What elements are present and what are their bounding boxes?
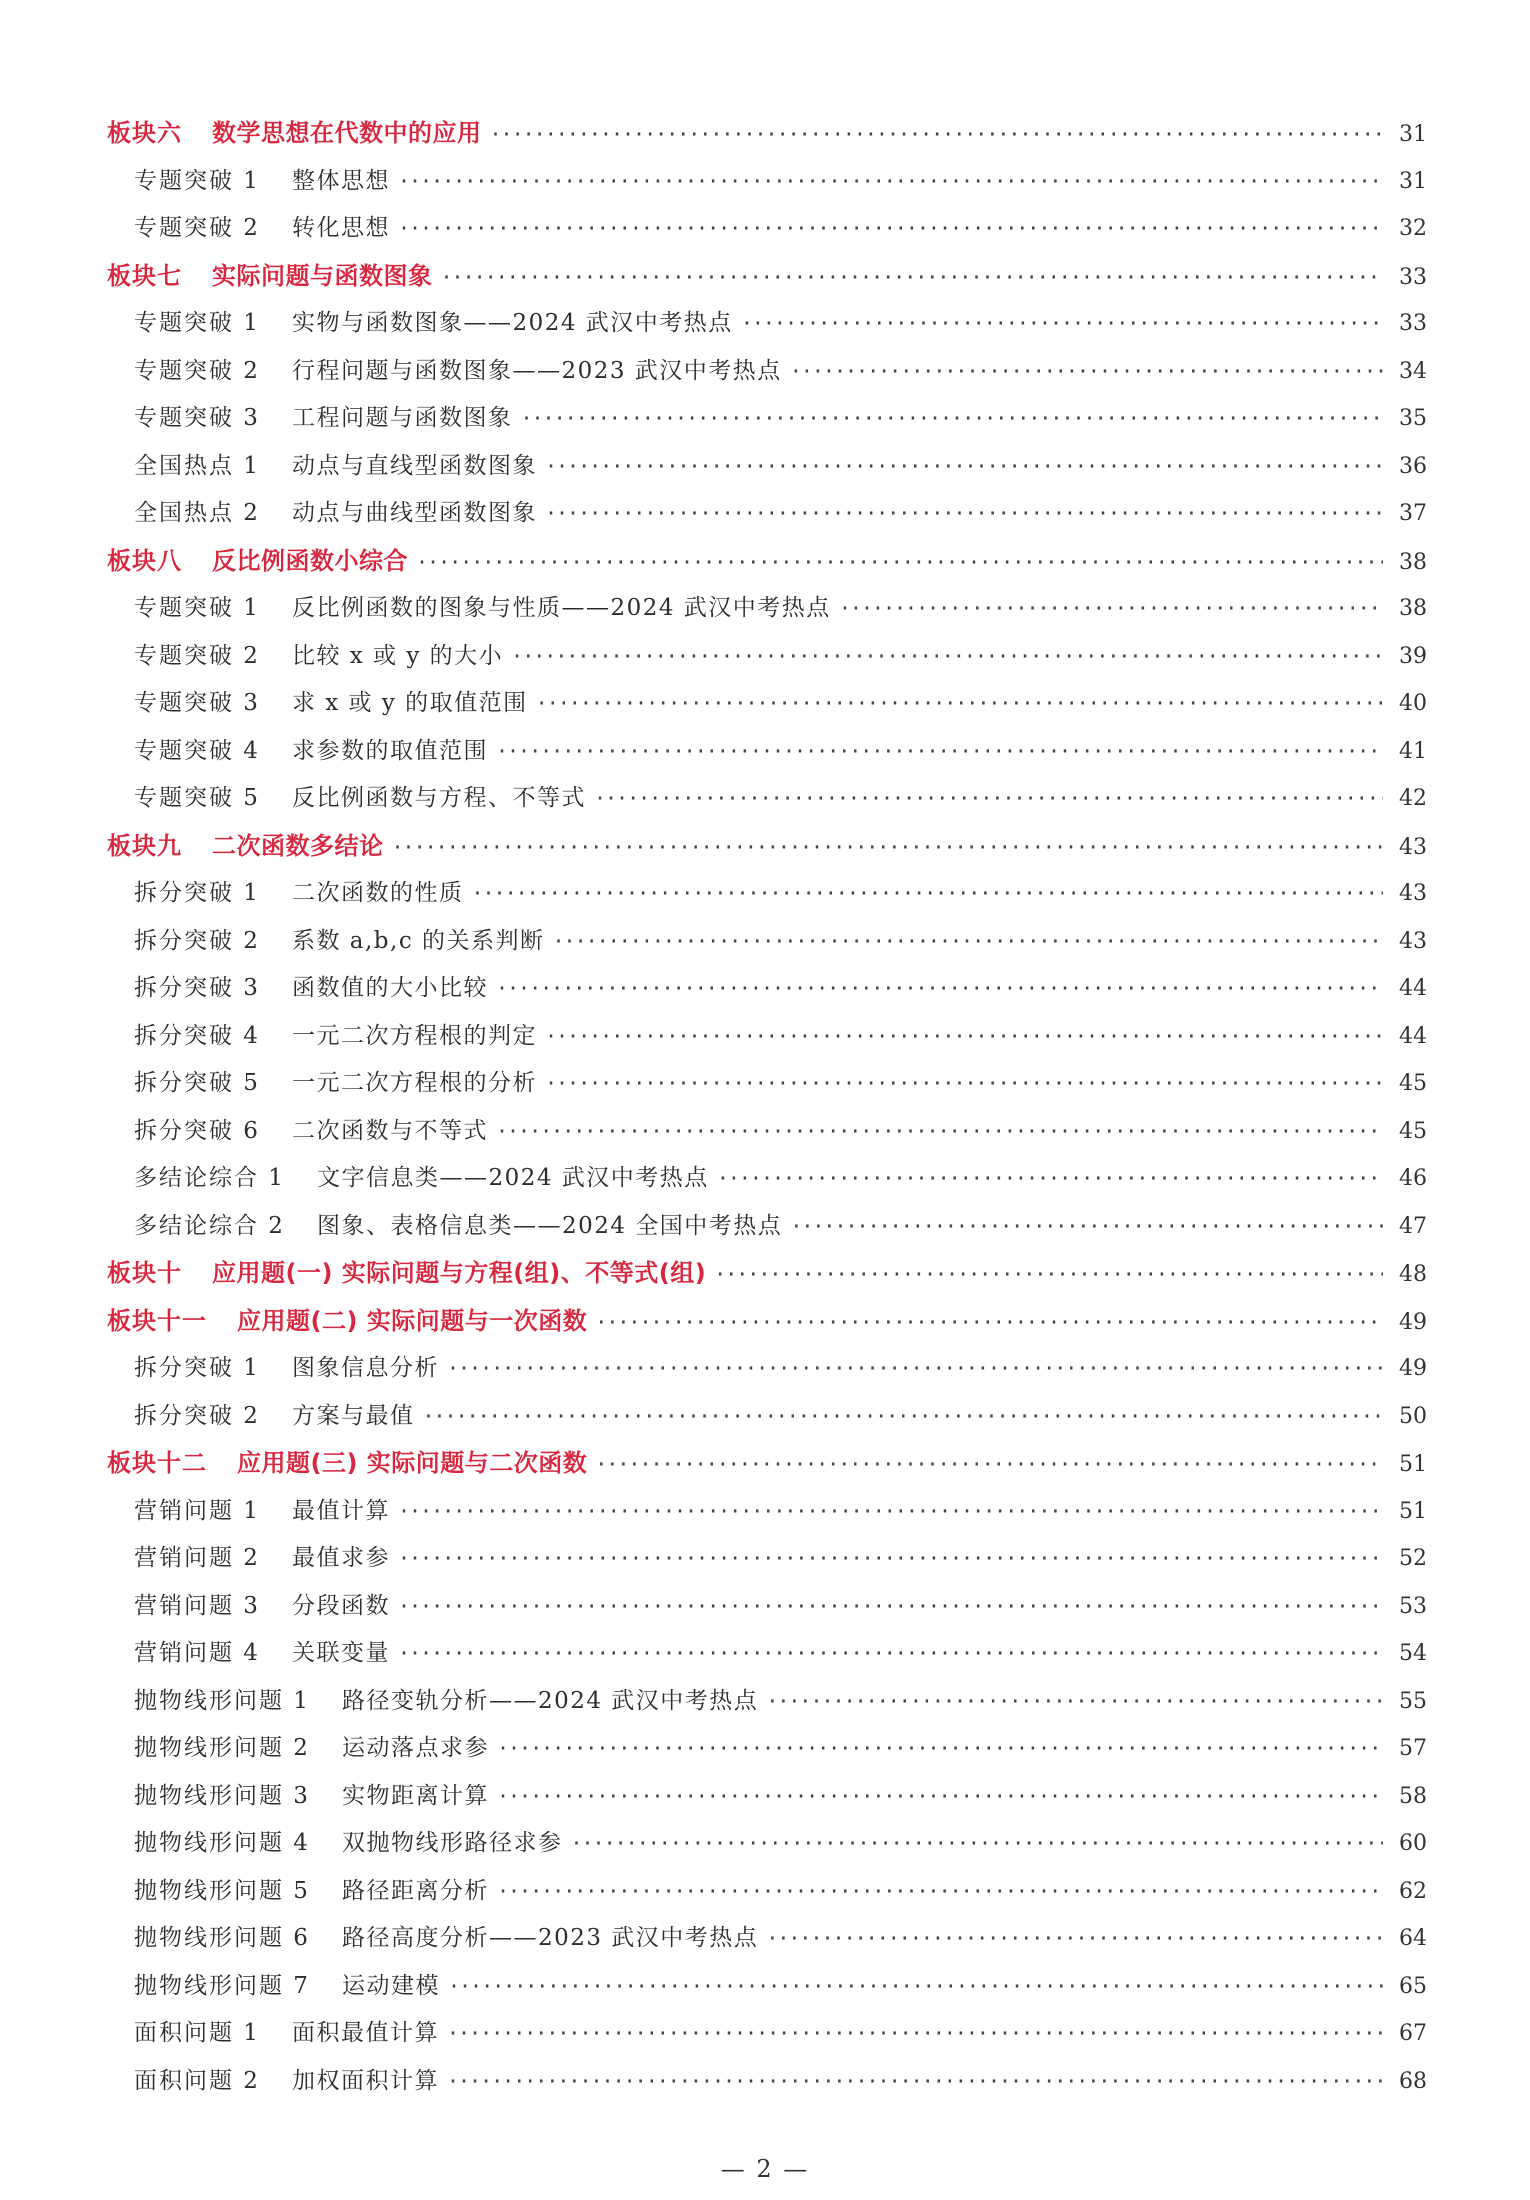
section-title: 实际问题与函数图象 [212,261,433,290]
topic-title: 图象信息分析 [291,1355,439,1381]
topic-label: 抛物线形问题 6 [134,1925,310,1951]
toc-topic-row [107,918,1427,966]
topic-label: 专题突破 5 [134,785,260,811]
page-number: 43 [1399,928,1427,954]
dot-leader [545,443,1383,491]
toc-topic-row [107,1773,1427,1821]
page-number: 37 [1399,501,1427,526]
page-number: 41 [1399,738,1427,764]
topic-label: 专题突破 3 [134,690,260,716]
page-number: 38 [1399,549,1427,575]
dot-leader [790,348,1383,396]
topic-title: 双抛物线形路径求参 [341,1830,563,1856]
topic-title: 二次函数的性质 [291,880,464,906]
toc-topic-row [107,1915,1427,1963]
topic-title: 路径变轨分析——2024 武汉中考热点 [341,1687,759,1714]
dot-leader [511,633,1383,681]
topic-title: 工程问题与函数图象 [291,405,513,431]
page-number: 65 [1399,1973,1427,1999]
toc-topic-row [107,2010,1427,2058]
toc-section-row [107,1250,1427,1298]
page-number: 49 [1399,1356,1427,1381]
dot-leader [545,1013,1383,1061]
toc-topic-row [107,1820,1427,1868]
section-title: 二次函数多结论 [212,831,384,860]
toc-topic-row [107,1203,1427,1251]
dot-leader [398,1488,1383,1536]
toc-topic-row [107,633,1427,681]
page-number: 42 [1399,786,1427,811]
dot-leader [790,1203,1383,1251]
page-number: 31 [1399,122,1427,147]
dot-leader [416,539,1383,587]
topic-label: 拆分突破 6 [134,1117,260,1144]
dot-leader [398,205,1383,253]
dot-leader [595,1299,1383,1347]
page-footer-number: — 2 — [720,2155,810,2183]
page-number: 46 [1399,1166,1427,1191]
topic-title: 动点与直线型函数图象 [291,452,537,479]
toc-topic-row [107,1583,1427,1631]
topic-title: 实物距离计算 [341,1782,489,1809]
dot-leader [570,1820,1383,1868]
section-title: 数学思想在代数中的应用 [212,119,482,147]
page-number: 33 [1399,311,1427,336]
dot-leader [447,2058,1383,2106]
section-label: 板块八 [107,546,182,575]
dot-leader [741,300,1383,348]
dot-leader [398,1630,1383,1678]
toc-section-row [107,1440,1427,1488]
topic-title: 反比例函数与方程、不等式 [291,785,586,811]
topic-title: 求 x 或 y 的取值范围 [291,690,528,716]
section-title: 应用题(三) 实际问题与二次函数 [237,1449,588,1477]
dot-leader [497,1868,1383,1916]
topic-title: 运动建模 [341,1972,440,1999]
page-number: 34 [1399,358,1427,384]
toc-section-row [107,253,1427,301]
topic-title: 一元二次方程根的判定 [291,1022,537,1049]
section-label: 板块九 [107,831,182,860]
section-label: 板块十一 [107,1306,207,1335]
dot-leader [496,1108,1383,1156]
toc-topic-row [107,965,1427,1013]
topic-label: 抛物线形问题 2 [134,1735,310,1761]
table-of-contents [107,110,1427,2105]
page-number: 51 [1399,1498,1427,1524]
topic-title: 函数值的大小比较 [291,975,488,1001]
dot-leader [398,1583,1383,1631]
topic-label: 抛物线形问题 4 [134,1830,310,1856]
toc-topic-row [107,585,1427,633]
toc-topic-row [107,1535,1427,1583]
toc-topic-row [107,1060,1427,1108]
toc-topic-row [107,1155,1427,1203]
topic-title: 运动落点求参 [341,1735,489,1761]
toc-topic-row [107,1013,1427,1061]
topic-label: 拆分突破 1 [134,880,260,906]
dot-leader [496,728,1383,776]
topic-label: 拆分突破 5 [134,1070,260,1096]
page-number: 58 [1399,1783,1427,1809]
toc-topic-row [107,443,1427,491]
toc-topic-row [107,1963,1427,2011]
toc-topic-row [107,775,1427,823]
page-number: 60 [1399,1831,1427,1856]
topic-label: 拆分突破 1 [134,1355,260,1381]
topic-label: 专题突破 2 [134,642,260,669]
toc-topic-row [107,300,1427,348]
dot-leader [422,1393,1383,1441]
dot-leader [497,1773,1383,1821]
dot-leader [497,1725,1383,1773]
page-number: 32 [1399,216,1427,241]
topic-title: 最值求参 [291,1545,390,1571]
toc-section-row [107,538,1427,586]
section-label: 板块十二 [107,1449,207,1477]
toc-topic-row [107,158,1427,206]
page-number: 43 [1399,881,1427,906]
topic-label: 面积问题 1 [134,2020,260,2046]
page-number: 40 [1399,691,1427,716]
dot-leader [398,158,1383,206]
toc-topic-row [107,2058,1427,2106]
toc-topic-row [107,1725,1427,1773]
topic-title: 文字信息类——2024 武汉中考热点 [316,1165,709,1191]
page-number: 47 [1399,1213,1427,1239]
topic-title: 反比例函数的图象与性质——2024 武汉中考热点 [291,595,831,621]
toc-topic-row [107,490,1427,538]
toc-topic-row [107,1488,1427,1536]
dot-leader [496,965,1383,1013]
topic-label: 营销问题 1 [134,1497,260,1524]
page-number: 33 [1399,264,1427,290]
topic-title: 比较 x 或 y 的大小 [291,642,504,669]
topic-label: 抛物线形问题 3 [134,1782,310,1809]
toc-topic-row [107,1630,1427,1678]
toc-topic-row [107,1678,1427,1726]
toc-topic-row [107,395,1427,443]
toc-topic-row [107,728,1427,776]
topic-label: 拆分突破 4 [134,1022,260,1049]
toc-topic-row [107,1345,1427,1393]
topic-label: 营销问题 2 [134,1545,260,1571]
page-number: 53 [1399,1593,1427,1619]
topic-title: 面积最值计算 [291,2020,439,2046]
toc-topic-row [107,680,1427,728]
page-number: 43 [1399,834,1427,860]
dot-leader [766,1678,1383,1726]
dot-leader [536,680,1383,728]
topic-label: 抛物线形问题 1 [134,1687,310,1714]
topic-label: 拆分突破 2 [134,927,260,954]
dot-leader [447,2010,1383,2058]
topic-label: 全国热点 2 [134,500,260,526]
page-number: 31 [1399,168,1427,194]
page-number: 35 [1399,406,1427,431]
section-label: 板块六 [107,119,182,147]
page-number: 57 [1399,1736,1427,1761]
topic-title: 方案与最值 [291,1402,415,1429]
page-number: 49 [1399,1309,1427,1335]
toc-topic-row [107,1108,1427,1156]
dot-leader [545,490,1383,538]
dot-leader [448,1963,1383,2011]
page-number: 50 [1399,1403,1427,1429]
dot-leader [398,1535,1383,1583]
section-title: 应用题(一) 实际问题与方程(组)、不等式(组) [212,1259,707,1287]
topic-label: 全国热点 1 [134,452,260,479]
toc-section-row [107,823,1427,871]
toc-topic-row [107,348,1427,396]
toc-section-row [107,1298,1427,1346]
dot-leader [545,1060,1383,1108]
topic-label: 专题突破 2 [134,357,260,384]
topic-title: 路径距离分析 [341,1877,489,1904]
topic-title: 最值计算 [291,1497,390,1524]
topic-label: 专题突破 2 [134,215,260,241]
dot-leader [392,824,1384,872]
topic-title: 一元二次方程根的分析 [291,1070,537,1096]
dot-leader [490,111,1384,159]
section-label: 板块七 [107,261,182,290]
toc-topic-row [107,1868,1427,1916]
toc-topic-row [107,870,1427,918]
page-number: 39 [1399,643,1427,669]
page-number: 51 [1399,1452,1427,1477]
page-number: 45 [1399,1118,1427,1144]
topic-title: 行程问题与函数图象——2023 武汉中考热点 [291,357,782,384]
topic-title: 整体思想 [291,167,390,194]
dot-leader [717,1155,1383,1203]
section-title: 反比例函数小综合 [212,546,408,575]
dot-leader [447,1345,1383,1393]
topic-label: 抛物线形问题 7 [134,1972,310,1999]
page-number: 48 [1399,1262,1427,1287]
topic-label: 专题突破 1 [134,310,260,336]
page-number: 52 [1399,1546,1427,1571]
toc-topic-row [107,1393,1427,1441]
dot-leader [553,918,1383,966]
page-number: 55 [1399,1688,1427,1714]
dot-leader [766,1915,1383,1963]
page-number: 36 [1399,453,1427,479]
topic-label: 多结论综合 2 [134,1212,285,1239]
toc-topic-row [107,205,1427,253]
dot-leader [520,395,1383,443]
topic-label: 多结论综合 1 [134,1165,285,1191]
topic-label: 专题突破 4 [134,737,260,764]
topic-title: 图象、表格信息类——2024 全国中考热点 [316,1212,783,1239]
page-number: 67 [1399,2021,1427,2046]
topic-title: 关联变量 [291,1640,390,1666]
dot-leader [471,870,1383,918]
page-number: 62 [1399,1878,1427,1904]
topic-title: 系数 a,b,c 的关系判断 [291,927,545,954]
section-title: 应用题(二) 实际问题与一次函数 [237,1306,588,1335]
topic-title: 动点与曲线型函数图象 [291,500,537,526]
topic-label: 营销问题 3 [134,1592,260,1619]
page-number: 38 [1399,596,1427,621]
topic-title: 二次函数与不等式 [291,1117,488,1144]
topic-label: 专题突破 3 [134,405,260,431]
section-label: 板块十 [107,1259,182,1287]
topic-title: 加权面积计算 [291,2067,439,2094]
topic-title: 路径高度分析——2023 武汉中考热点 [341,1925,759,1951]
page-number: 68 [1399,2068,1427,2094]
topic-title: 转化思想 [291,215,390,241]
dot-leader [595,1441,1383,1489]
topic-label: 抛物线形问题 5 [134,1877,310,1904]
topic-title: 求参数的取值范围 [291,737,488,764]
dot-leader [441,254,1384,302]
dot-leader [839,585,1383,633]
page-number: 44 [1399,1023,1427,1049]
topic-title: 实物与函数图象——2024 武汉中考热点 [291,310,733,336]
topic-title: 分段函数 [291,1592,390,1619]
toc-section-row [107,110,1427,158]
page-number: 64 [1399,1926,1427,1951]
topic-label: 营销问题 4 [134,1640,260,1666]
topic-label: 专题突破 1 [134,167,260,194]
page-number: 54 [1399,1641,1427,1666]
dot-leader [714,1251,1383,1299]
page-number: 44 [1399,976,1427,1001]
topic-label: 拆分突破 3 [134,975,260,1001]
topic-label: 专题突破 1 [134,595,260,621]
dot-leader [594,775,1383,823]
topic-label: 拆分突破 2 [134,1402,260,1429]
page-number: 45 [1399,1071,1427,1096]
topic-label: 面积问题 2 [134,2067,260,2094]
